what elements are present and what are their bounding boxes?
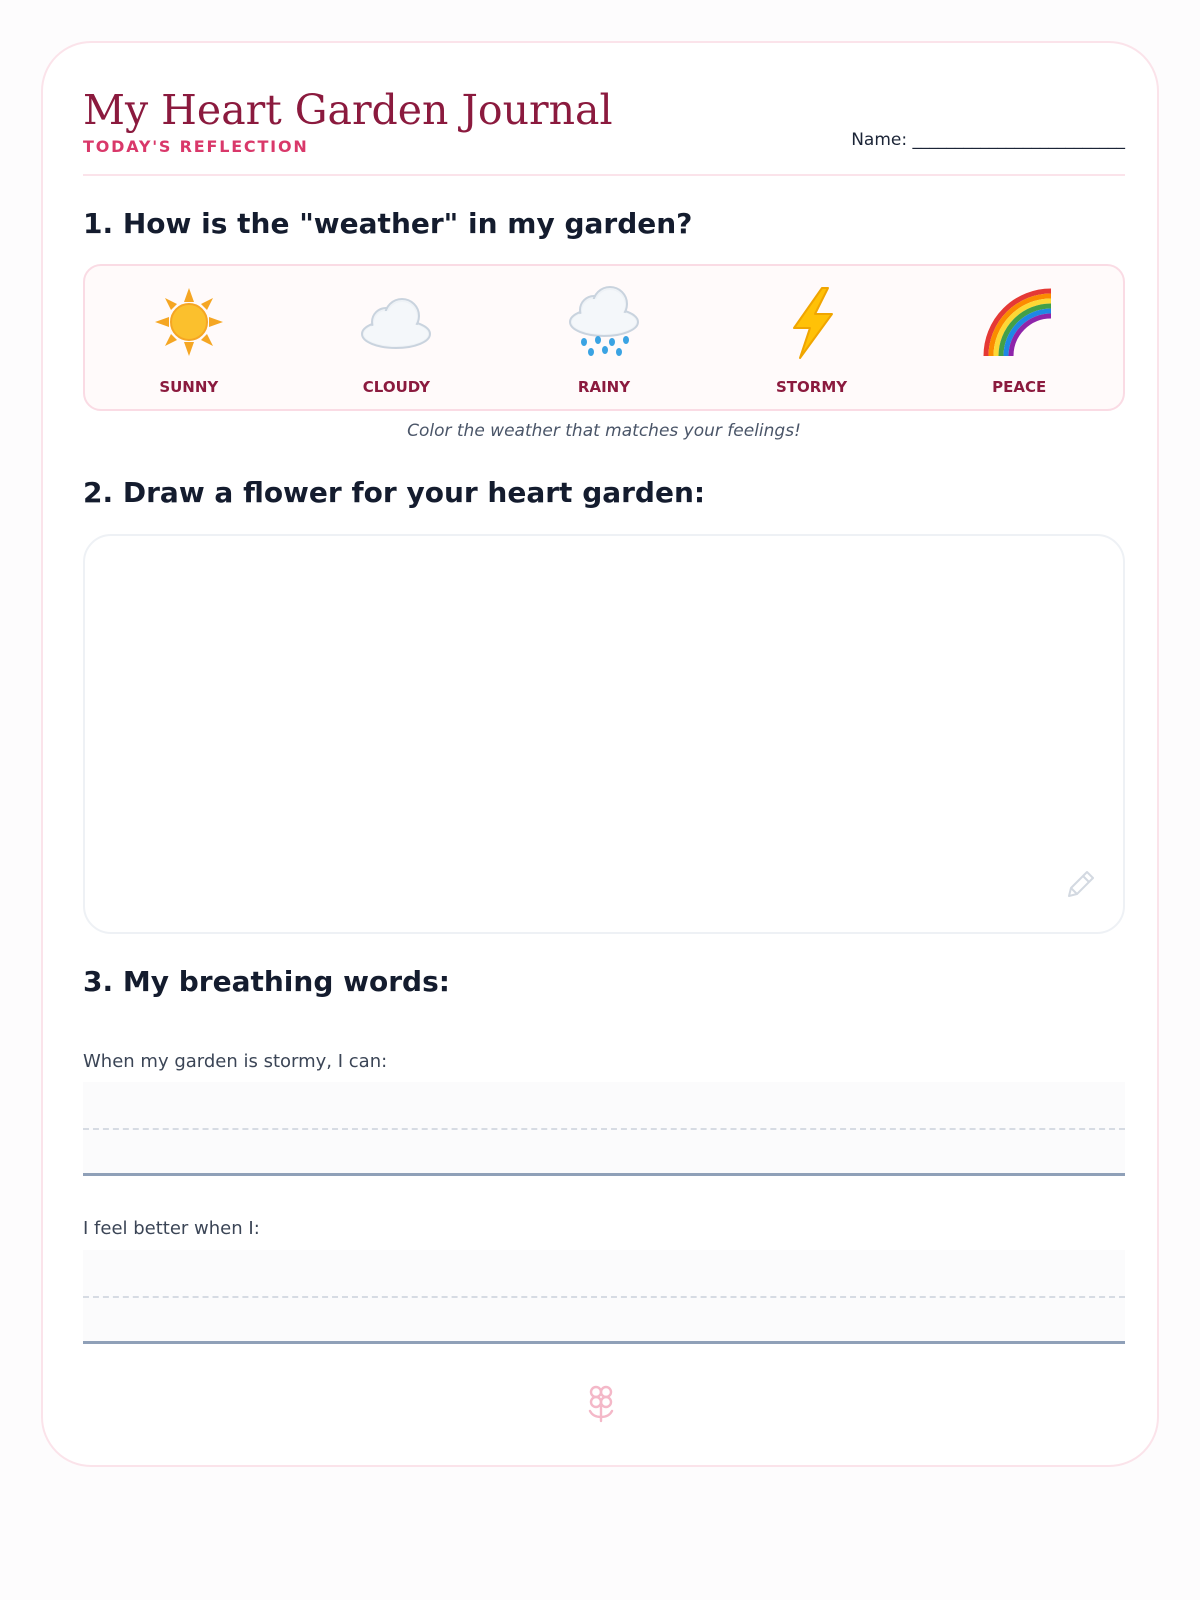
prompt-feel-better: I feel better when I: bbox=[83, 1218, 260, 1239]
weather-option-rainy[interactable] bbox=[500, 266, 708, 396]
weather-option-sunny[interactable] bbox=[85, 266, 293, 396]
writing-line[interactable] bbox=[83, 1250, 1125, 1344]
weather-option-peace[interactable] bbox=[915, 266, 1123, 396]
weather-label: PEACE bbox=[992, 378, 1047, 396]
rainbow-icon bbox=[915, 286, 1123, 376]
weather-label: SUNNY bbox=[159, 378, 219, 396]
weather-option-cloudy[interactable] bbox=[293, 266, 501, 396]
cloud-icon bbox=[293, 286, 501, 376]
header-divider bbox=[83, 174, 1125, 176]
page-subtitle: TODAY'S REFLECTION bbox=[83, 137, 309, 156]
weather-option-stormy[interactable] bbox=[708, 266, 916, 396]
page-title: My Heart Garden Journal bbox=[83, 86, 613, 134]
pencil-icon bbox=[1063, 868, 1097, 906]
weather-label: STORMY bbox=[776, 378, 848, 396]
lightning-icon bbox=[708, 286, 916, 376]
rain-cloud-icon bbox=[500, 286, 708, 376]
name-field[interactable]: Name: _________________________ bbox=[851, 130, 1125, 150]
flower-icon bbox=[588, 1385, 614, 1427]
question-3-heading: 3. My breathing words: bbox=[83, 965, 450, 998]
weather-label: CLOUDY bbox=[362, 378, 430, 396]
question-2-heading: 2. Draw a flower for your heart garden: bbox=[83, 476, 706, 509]
guide-line bbox=[83, 1296, 1125, 1298]
question-1-heading: 1. How is the "weather" in my garden? bbox=[83, 207, 693, 240]
guide-line bbox=[83, 1128, 1125, 1130]
sun-icon bbox=[85, 286, 293, 376]
prompt-stormy: When my garden is stormy, I can: bbox=[83, 1051, 388, 1072]
weather-hint: Color the weather that matches your feelings! bbox=[407, 421, 801, 441]
writing-line[interactable] bbox=[83, 1082, 1125, 1176]
weather-options bbox=[83, 264, 1125, 411]
drawing-area[interactable] bbox=[83, 534, 1125, 934]
weather-label: RAINY bbox=[577, 378, 631, 396]
